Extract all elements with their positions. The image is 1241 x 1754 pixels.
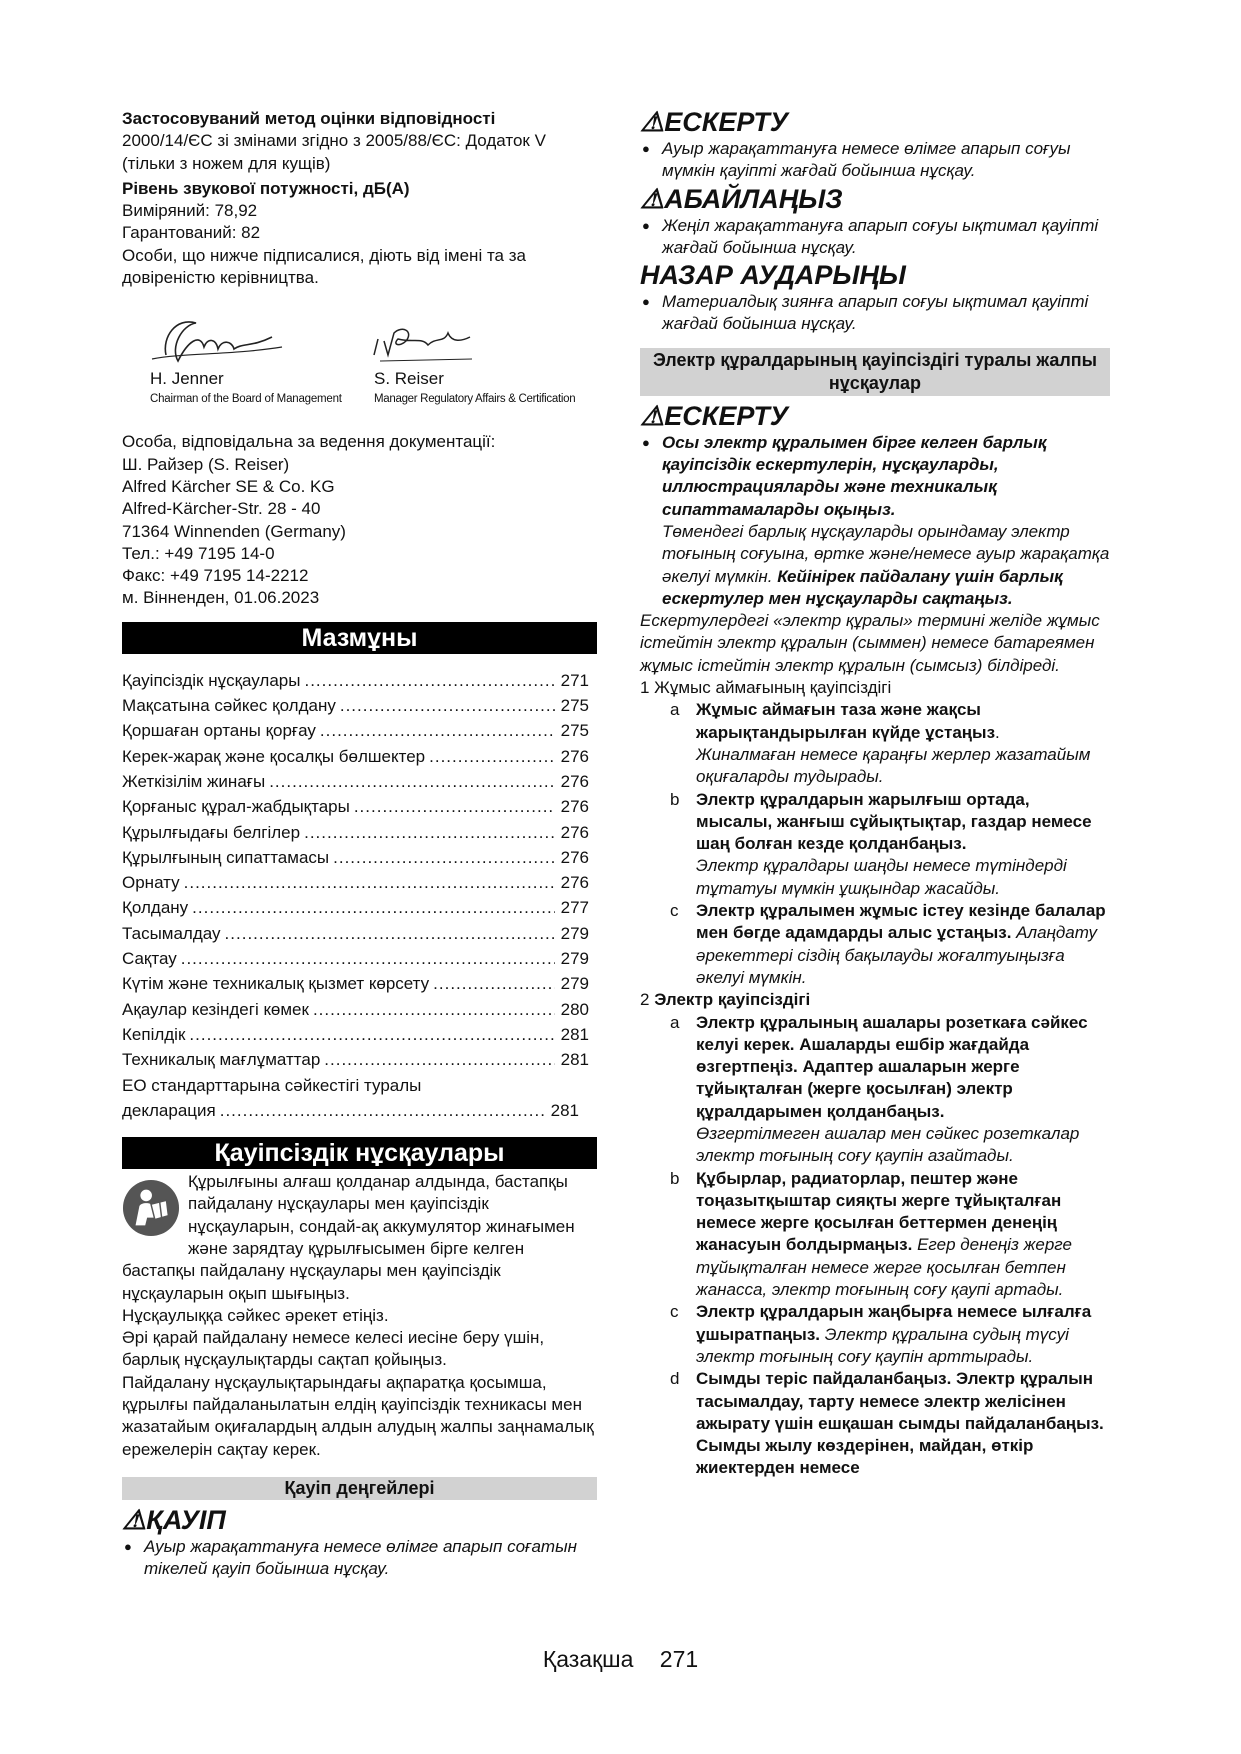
contact-line: Ш. Райзер (S. Reiser) (122, 454, 290, 474)
item-2a: a Электр құралының ашалары розеткаға сәйкес келуі керек. Ашаларды ешбір жағдайда өзгертпеңіз. Адаптер ашаларын жерге тұйықталған (жерге қосылған) электр құралдарымен қолданбаңыз. Өзгертілмеген ашалар мен сәйкес розеткалар электр тоғының соғу қаупін азайтады. (670, 1012, 1088, 1166)
signature-block (122, 303, 597, 431)
footer-page-number: 271 (659, 1646, 699, 1672)
notice-text: ● Материалдық зиянға апарып соғуы ықтимал қауіпті жағдай бойынша нұсқау. (640, 291, 1110, 336)
conformity-heading: Застосовуваний метод оцінки відповідності (122, 109, 496, 128)
save-all-warnings: Кейінірек пайдалану үшін барлық ескертулер мен нұсқауларды сақтаңыз. (662, 566, 1063, 608)
contact-block (122, 431, 597, 609)
toc-item[interactable]: Техникалық мағлұматтар ..... 281 (122, 1047, 597, 1072)
contact-line: Факс: +49 7195 14-2212 (122, 566, 309, 586)
warning-triangle-icon: ⚠ (122, 1504, 147, 1535)
warning-triangle-icon: ⚠ (640, 107, 665, 137)
left-column (122, 108, 597, 1581)
section-1-title: 1 Жұмыс аймағының қауіпсіздігі (640, 678, 892, 698)
toc-item[interactable]: Кепілдік ..... 281 (122, 1022, 597, 1047)
signatory-statement: Особи, що нижче підписалися, діють від імені та за довіреністю керівництва. (122, 245, 526, 288)
toc-title: Мазмұны (122, 622, 597, 654)
toc-item[interactable]: Құрылғыдағы белгілер ..... 276 (122, 820, 597, 845)
footer-language: Қазақша (542, 1646, 634, 1672)
conformity-text: 2000/14/ЄС зі змінами згідно з 2005/88/ЄС: Додаток V (тільки з ножем для кущів) (122, 131, 546, 173)
caution-heading: ⚠АБАЙЛАҢЫЗ (640, 183, 843, 214)
danger-heading: ⚠ҚАУІП (122, 1504, 226, 1535)
toc-item[interactable]: Тасымалдау ..... 279 (122, 921, 597, 946)
contact-line: Alfred-Kärcher-Str. 28 - 40 (122, 499, 321, 519)
safety-keep: Әрі қарай пайдалану немесе келесі иесіне беру үшін, барлық нұсқаулықтарды сақтап қойыңыз. (122, 1328, 545, 1370)
item-2b: b Құбырлар, радиаторлар, пештер және тоңазытқыштар сияқты жерге тұйықталған немесе жерге қосылған беттермен денеңің жанасуын болдырмаңыз. Егер денеңіз жерге тұйықталған немесе жерге қосылған бетпен жанасса, электр тоғының соғу қаупі артады. (670, 1168, 1072, 1300)
handwritten-signatures (122, 303, 597, 373)
warning-triangle-icon: ⚠ (640, 183, 665, 214)
toc-item[interactable]: Жеткізілім жинағы ..... 276 (122, 769, 597, 794)
item-1a: a Жұмыс аймағын таза және жақсы жарықтандырылған күйде ұстаңыз. Жиналмаған немесе қараңғы жерлер жазатайым оқиғаларды тудырады. (670, 700, 1091, 787)
general-safety-title: Электр құралдарының қауіпсіздігі туралы жалпы нұсқаулар (640, 348, 1110, 396)
general-warning-heading: ⚠ЕСКЕРТУ (640, 400, 789, 431)
toc-item[interactable]: Мақсатына сәйкес қолдану ..... 275 (122, 693, 597, 718)
contact-line: Тел.: +49 7195 14-0 (122, 543, 275, 563)
failure-consequence: Төмендегі барлық нұсқауларды орындамау электр тоғының соғуына, өртке және/немесе ауыр жарақатқа әкелуі мүмкін. (662, 521, 1110, 586)
toc-item-declaration[interactable]: декларация ..... 281 (122, 1098, 597, 1123)
item-2c: c Электр құралдарын жаңбырға немесе ылғалға ұшыратпаңыз. Электр құралына судың түсуі электр тоғының соғу қаупін арттырады. (670, 1302, 1092, 1366)
general-warning-bullet (640, 432, 1110, 610)
page-footer (0, 1646, 1241, 1673)
safety-intro: Құрылғыны алғаш қолданар алдында, бастапқы пайдалану нұсқаулары мен қауіпсіздік нұсқауларын, сондай-ақ аккумулятор жинағымен және зарядтау құрылғысымен бірге келген бастапқы пайдалану нұсқаулары мен қауіпсіздік нұсқауларын оқып шығыңыз. (122, 1172, 575, 1303)
contact-line: Особа, відповідальна за ведення документації: (122, 432, 496, 452)
table-of-contents (122, 668, 597, 1123)
signatory-role-1: Chairman of the Board of Management (150, 393, 342, 406)
toc-item[interactable]: Сақтау ..... 279 (122, 946, 597, 971)
danger-text: ● Ауыр жарақаттануға немесе өлімге апарып соғатын тікелей қауіп бойынша нұсқау. (122, 1536, 597, 1581)
toc-item-declaration-line1[interactable]: ЕО стандарттарына сәйкестігі туралы (122, 1075, 422, 1095)
item-1b: b Электр құралдарын жарылғыш ортада, мысалы, жанғыш сұйықтықтар, газдар немесе шаң болған кезде қолданбаңыз. Электр құралдары шаңды немесе түтіндерді тұтатуы мүмкін ұшқындар жасайды. (670, 789, 1092, 898)
toc-item[interactable]: Қорғаныс құрал-жабдықтары ..... 276 (122, 794, 597, 819)
toc-item[interactable]: Күтім және техникалық қызмет көрсету ..... 279 (122, 971, 597, 996)
toc-item[interactable]: Қолдану ..... 277 (122, 895, 597, 920)
contact-line: 71364 Winnenden (Germany) (122, 521, 346, 541)
right-column (640, 108, 1110, 1480)
signatory-name-1: H. Jenner (150, 369, 224, 389)
contact-line: Alfred Kärcher SE & Co. KG (122, 476, 335, 496)
section-2-title: 2 Электр қауіпсіздігі (640, 990, 811, 1010)
safety-intro-block (122, 1171, 597, 1461)
warning-triangle-icon: ⚠ (640, 400, 665, 431)
sound-guaranteed: Гарантований: 82 (122, 223, 261, 243)
safety-act: Нұсқаулыққа сәйкес әрекет етіңіз. (122, 1305, 389, 1325)
safety-rules: Пайдалану нұсқаулықтарындағы ақпаратқа қосымша, құрылғы пайдаланылатын елдің қауіпсіздік техникасы мен жазатайым оқиғалардың алдын алудың жалпы заңнамалық ережелерін сақтау керек. (122, 1372, 594, 1459)
sound-measured: Виміряний: 78,92 (122, 201, 258, 221)
toc-item[interactable]: Керек-жарақ және қосалқы бөлшектер ..... 276 (122, 744, 597, 769)
toc-item[interactable]: Орнату ..... 276 (122, 870, 597, 895)
toc-item[interactable]: Құрылғының сипаттамасы ..... 276 (122, 845, 597, 870)
read-manual-icon (122, 1179, 180, 1237)
toc-item[interactable]: Қоршаған ортаны қорғау ..... 275 (122, 718, 597, 743)
term-definition: Ескертулердегі «электр құралы» термині желіде жұмыс істейтін электр құралын (сыммен) немесе батареямен жұмыс істейтін электр құралын (сымсыз) білдіреді. (640, 611, 1100, 675)
warning-text: ● Ауыр жарақаттануға немесе өлімге апарып соғуы мүмкін қауіпті жағдай бойынша нұсқау. (640, 138, 1110, 183)
safety-title: Қауіпсіздік нұсқаулары (122, 1137, 597, 1169)
toc-item[interactable]: Қауіпсіздік нұсқаулары ..... 271 (122, 668, 597, 693)
signatory-role-2: Manager Regulatory Affairs & Certification (374, 393, 576, 406)
toc-item[interactable]: Ақаулар кезіндегі көмек ..... 280 (122, 997, 597, 1022)
warning-heading: ⚠ЕСКЕРТУ (640, 107, 789, 137)
item-2d: d Сымды теріс пайдаланбаңыз. Электр құралын тасымалдау, тарту немесе электр желісінен ажырату үшін ешқашан сымды пайдаланбаңыз. Сымды жылу көздерінен, майдан, өткір жиектерден немесе (670, 1369, 1104, 1478)
contact-line: м. Вінненден, 01.06.2023 (122, 588, 320, 608)
read-all-warnings: Осы электр құралымен бірге келген барлық қауіпсіздік ескертулерін, нұсқауларды, иллюстрацияларды және техникалық сипаттамаларды оқыңыз. (662, 432, 1047, 519)
sound-heading: Рівень звукової потужності, дБ(А) (122, 178, 410, 198)
item-1c: c Электр құралымен жұмыс істеу кезінде балалар мен бөгде адамдарды алыс ұстаңыз. Алаңдату әрекеттері сіздің бақылауды жоғалтуыңызға әкелуі мүмкін. (670, 901, 1106, 987)
notice-heading: НАЗАР АУДАРЫҢЫ (640, 260, 906, 291)
hazard-levels-title: Қауіп деңгейлері (122, 1477, 597, 1500)
caution-text: ● Жеңіл жарақаттануға апарып соғуы ықтимал қауіпті жағдай бойынша нұсқау. (640, 215, 1110, 260)
signatory-name-2: S. Reiser (374, 369, 444, 389)
